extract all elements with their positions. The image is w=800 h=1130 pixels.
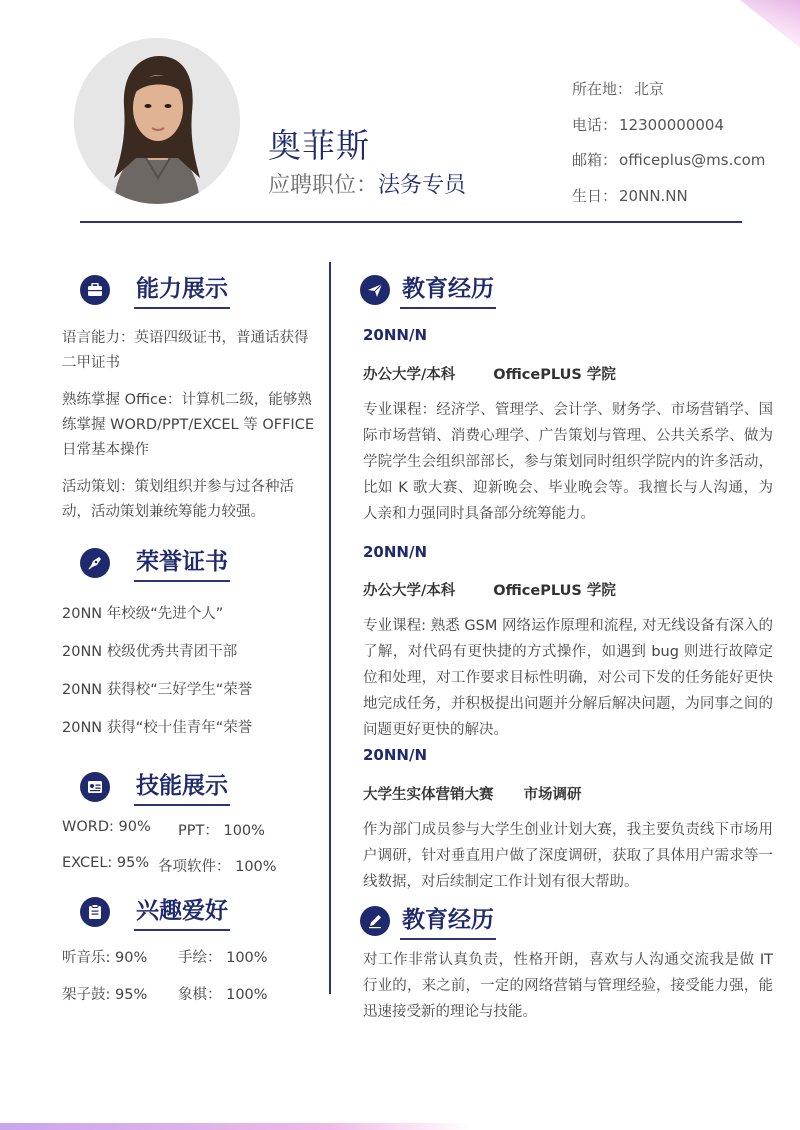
school-org: OfficePLUS 学院: [493, 367, 616, 383]
header-divider: [80, 221, 742, 223]
hobby-value: 95%: [115, 987, 148, 1003]
skill-name: 各项软件：: [158, 859, 231, 875]
skill-item: [62, 855, 149, 871]
school-name: 大学生实体营销大赛: [363, 787, 494, 803]
hobby-name: 象棋：: [178, 987, 222, 1003]
skill-item: [178, 819, 265, 840]
skill-item: [158, 855, 277, 876]
pen-nib-icon: [80, 548, 110, 578]
applied-position: [268, 168, 466, 199]
section-label: 能力展示: [134, 270, 230, 309]
section-label: 教育经历: [400, 901, 496, 940]
candidate-name: 奥菲斯: [268, 126, 370, 165]
hobby-value: 90%: [115, 950, 148, 966]
education-school: [363, 783, 582, 804]
contact-value: 12300000004: [619, 115, 724, 134]
honor-item: 20NN 获得校“三好学生“荣誉: [62, 682, 253, 698]
bottom-gradient-bar: [0, 1123, 470, 1130]
ability-item: 熟练掌握 Office：计算机二级，能够熟练掌握 WORD/PPT/EXCEL 等 OFFICE 日常基本操作: [62, 392, 314, 458]
briefcase-icon: [80, 275, 110, 305]
hobby-name: 架子鼓:: [62, 987, 111, 1003]
skill-value: 95%: [116, 855, 150, 871]
id-card-icon: [80, 772, 110, 802]
honor-item: 20NN 校级优秀共青团干部: [62, 644, 238, 660]
paper-plane-icon: [360, 275, 390, 305]
contact-birthday: [572, 179, 765, 215]
school-org: 市场调研: [523, 787, 582, 803]
section-hobbies-title: [80, 892, 230, 931]
contact-value: 20NN.NN: [619, 186, 688, 205]
skill-item: [62, 819, 151, 835]
position-value: 法务专员: [378, 173, 467, 198]
ability-item: 活动策划：策划组织并参与过各种活动，活动策划兼统筹能力较强。: [62, 479, 294, 520]
skill-value: 90%: [118, 819, 151, 835]
education-school: [363, 579, 616, 600]
user-photo-icon: [74, 38, 240, 204]
section-self-eval-title: [360, 901, 496, 940]
education-desc: 作为部门成员参与大学生创业计划大赛，我主要负责线下市场用户调研，针对垂直用户做了深度调研，获取了具体用户需求等一线数据，对后续制定工作计划有很大帮助。: [363, 822, 773, 890]
corner-decoration: [740, 0, 800, 48]
clipboard-icon: [80, 897, 110, 927]
contact-value: officeplus@ms.com: [619, 151, 766, 169]
contact-label: 所在地：: [572, 80, 633, 98]
hobby-name: 听音乐:: [62, 950, 111, 966]
skill-value: 100%: [223, 823, 265, 839]
contact-info: [572, 72, 765, 214]
section-education-title: [360, 270, 496, 309]
section-label: 技能展示: [134, 767, 230, 806]
school-org: OfficePLUS 学院: [493, 583, 616, 599]
contact-label: 电话：: [572, 115, 618, 134]
ability-item: 语言能力：英语四级证书，普通话获得二甲证书: [62, 330, 309, 371]
section-skills-title: [80, 767, 230, 806]
section-label: 兴趣爱好: [134, 892, 230, 931]
skill-name: WORD:: [62, 819, 114, 835]
section-ability-title: [80, 270, 230, 309]
contact-value: 北京: [634, 80, 665, 98]
school-name: 办公大学/本科: [363, 367, 456, 383]
skill-name: PPT：: [178, 823, 219, 839]
self-eval-desc: 对工作非常认真负责，性格开朗，喜欢与人沟通交流我是做 IT 行业的，来之前，一定的网络营销与管理经验，接受能力强，能迅速接受新的理论与技能。: [363, 952, 773, 1020]
education-date: 20NN/N: [363, 326, 428, 344]
skill-name: EXCEL:: [62, 855, 113, 871]
hobby-item: [178, 983, 268, 1004]
section-honors-title: [80, 543, 230, 582]
contact-location: [572, 72, 765, 108]
avatar: [74, 38, 240, 204]
contact-label: 邮箱：: [572, 151, 618, 169]
education-desc: 专业课程: 熟悉 GSM 网络运作原理和流程, 对无线设备有深入的了解，对代码有更快捷的方式操作，如遇到 bug 则进行故障定位和处理，对工作要求目标性明确，对公司下发的任务能好更快地完成任务，并积极提出问题并分解后解决问题，为同事之间的问题更好更快的解决。: [363, 618, 773, 738]
education-date: 20NN/N: [363, 746, 428, 764]
section-label: 教育经历: [400, 270, 496, 309]
hobby-value: 100%: [226, 950, 268, 966]
contact-email: [572, 143, 765, 179]
contact-label: 生日：: [572, 186, 618, 205]
hobby-name: 手绘：: [178, 950, 222, 966]
skill-value: 100%: [235, 859, 277, 875]
honor-item: 20NN 获得“校十佳青年“荣誉: [62, 720, 253, 736]
hobby-item: [62, 946, 147, 967]
position-label: 应聘职位：: [268, 173, 379, 198]
honor-item: 20NN 年校级“先进个人”: [62, 606, 224, 622]
hobby-item: [178, 946, 268, 967]
column-divider: [329, 262, 331, 994]
hobby-item: [62, 983, 147, 1004]
hobby-value: 100%: [226, 987, 268, 1003]
education-desc: 专业课程：经济学、管理学、会计学、财务学、市场营销学、国际市场营销、消费心理学、广告策划与管理、公共关系学、做为学院学生会组织部部长，参与策划同时组织学院内的许多活动，比如 K 歌大赛、迎新晚会、毕业晚会等。我擅长与人沟通，为人亲和力强同时具备部分统筹能力。: [363, 402, 773, 522]
education-school: [363, 363, 616, 384]
section-label: 荣誉证书: [134, 543, 230, 582]
contact-phone: [572, 108, 765, 144]
pencil-icon: [360, 906, 390, 936]
school-name: 办公大学/本科: [363, 583, 456, 599]
education-date: 20NN/N: [363, 543, 428, 561]
